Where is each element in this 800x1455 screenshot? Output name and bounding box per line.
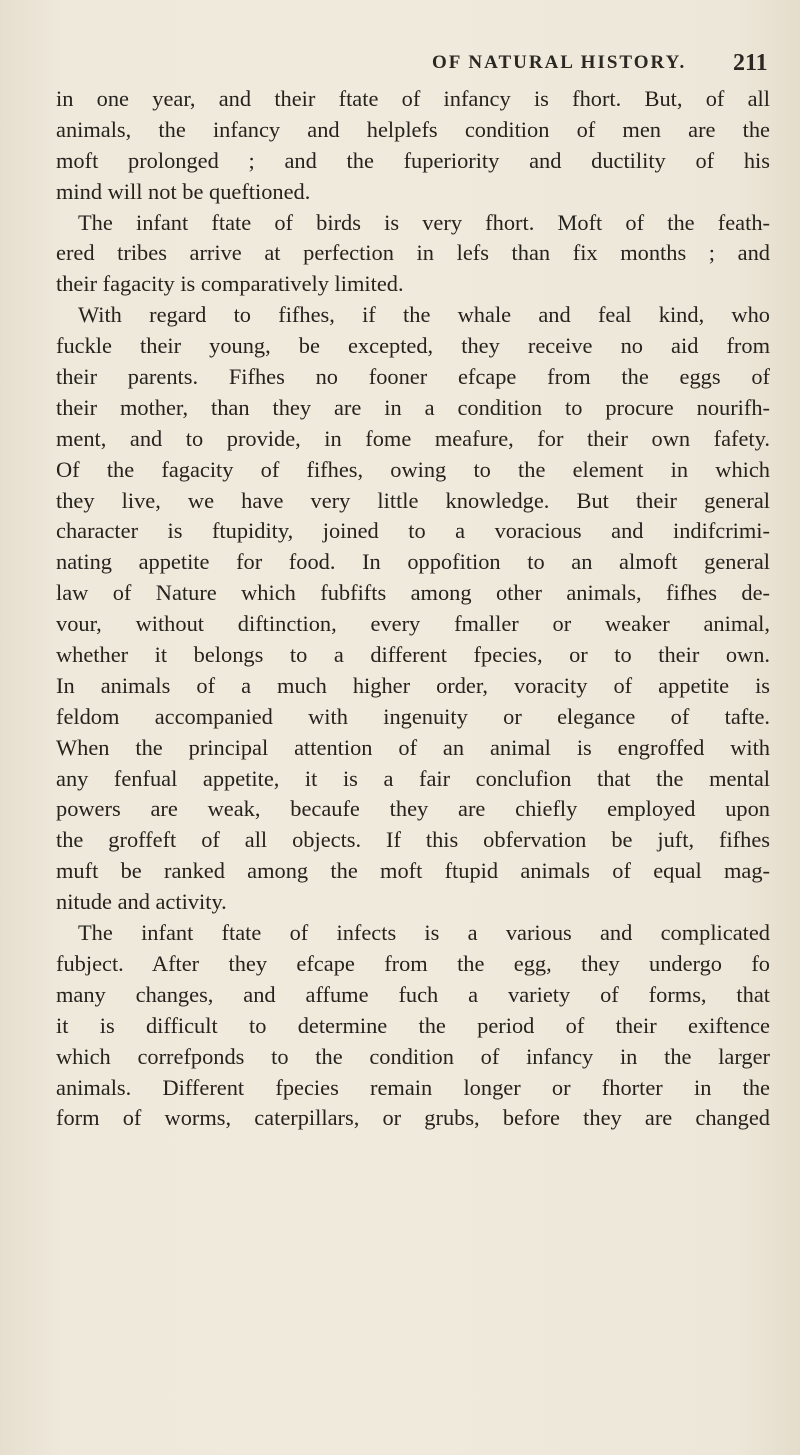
text-line: which correfponds to the condition of infancy in the larger [56,1043,770,1069]
text-line: Of the fagacity of fifhes, owing to the element in which [56,456,770,482]
text-line: their fagacity is comparatively limited. [56,271,404,297]
text-line: any fenfual appetite, it is a fair conclufion that the mental [56,765,770,791]
text-line: in one year, and their ftate of infancy is fhort. But, of all [56,86,770,111]
text-line: fuckle their young, be excepted, they receive no aid from [56,333,770,359]
body-text [56,84,770,1134]
text-line: feldom accompanied with ingenuity or elegance of tafte. [56,703,770,729]
text-line: moft prolonged ; and the fuperiority and ductility of his [56,147,770,173]
text-line: mind will not be queftioned. [56,178,311,204]
text-line: ment, and to provide, in fome meafure, for their own fafety. [56,425,770,451]
text-line: it is difficult to determine the period of their exiftence [56,1012,770,1038]
page-number: 211 [733,50,768,76]
text-line: the groffeft of all objects. If this obfervation be juft, fifhes [56,827,770,853]
text-line: character is ftupidity, joined to a voracious and indifcrimi- [56,518,770,544]
text-line: The infant ftate of infects is a various and complicated [78,920,770,946]
text-line: animals. Different fpecies remain longer or fhorter in the [56,1074,770,1100]
running-head-title: OF NATURAL HISTORY. [432,52,687,73]
text-line: In animals of a much higher order, voracity of appetite is [56,672,770,698]
text-line: With regard to fifhes, if the whale and feal kind, who [78,302,770,328]
text-line: their mother, than they are in a condition to procure nourifh- [56,394,770,420]
text-line: ered tribes arrive at perfection in lefs than fix months ; and [56,240,770,266]
text-line: their parents. Fifhes no fooner efcape from the eggs of [56,364,770,390]
text-line: nitude and activity. [56,889,227,915]
running-head [0,52,800,82]
text-line: When the principal attention of an animal is engroffed with [56,734,770,760]
text-line: fubject. After they efcape from the egg, they undergo fo [56,950,770,976]
text-line: law of Nature which fubfifts among other animals, fifhes de- [56,580,770,606]
text-line: they live, we have very little knowledge. But their general [56,487,770,513]
text-line: nating appetite for food. In oppofition to an almoft general [56,549,770,575]
text-line: many changes, and affume fuch a variety of forms, that [56,981,770,1007]
text-line: vour, without diftinction, every fmaller or weaker animal, [56,611,770,637]
text-line: whether it belongs to a different fpecies, or to their own. [56,642,770,668]
text-line: The infant ftate of birds is very fhort. Moft of the feath- [78,209,770,235]
text-line: powers are weak, becaufe they are chiefly employed upon [56,796,770,822]
text-line: animals, the infancy and helplefs condition of men are the [56,116,770,142]
text-line: form of worms, caterpillars, or grubs, before they are changed [56,1105,770,1131]
text-line: muft be ranked among the moft ftupid animals of equal mag- [56,858,770,884]
